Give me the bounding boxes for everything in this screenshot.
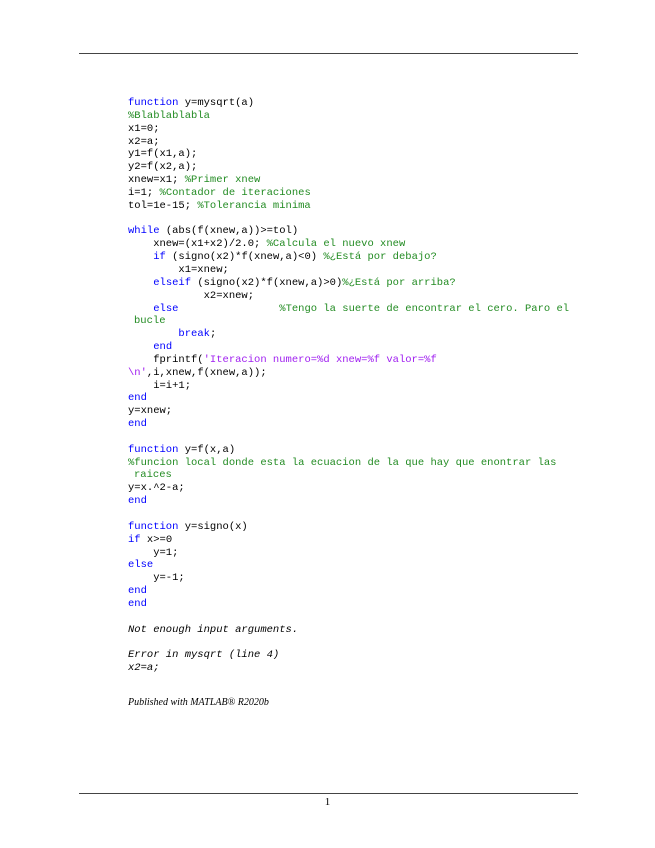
- code-comment: %Primer xnew: [184, 174, 261, 187]
- code-line: [128, 495, 588, 508]
- code-text: y1=f(x1,a);: [128, 148, 198, 161]
- code-text: x1=0;: [128, 122, 160, 135]
- code-text: (signo(x2)*f(xnew,a)<0): [165, 251, 324, 264]
- code-comment: bucle: [134, 315, 166, 328]
- code-line: [128, 662, 588, 675]
- code-line: [128, 392, 588, 405]
- code-text: i=i+1;: [128, 379, 192, 392]
- code-line: [128, 405, 588, 418]
- code-text: (abs(f(xnew,a))>=tol): [159, 225, 299, 238]
- code-text: [178, 303, 279, 315]
- code-keyword: else: [153, 302, 179, 315]
- code-line: [128, 508, 588, 521]
- code-keyword: end: [128, 495, 147, 508]
- code-keyword: elseif: [153, 276, 192, 289]
- code-keyword: end: [128, 392, 147, 405]
- code-line: [128, 225, 588, 238]
- error-message: x2=a;: [128, 662, 160, 675]
- code-keyword: if: [153, 251, 166, 264]
- code-string: 'Iteracion numero=%d xnew=%f valor=%f: [203, 353, 437, 366]
- code-line: [128, 328, 588, 341]
- code-line: [128, 303, 588, 316]
- page-number: 1: [324, 796, 331, 808]
- code-line: [128, 534, 588, 547]
- published-footer: Published with MATLAB® R2020b: [128, 697, 269, 708]
- code-text: tol=1e-15;: [128, 199, 198, 212]
- code-line: [128, 238, 588, 251]
- code-line: [128, 264, 588, 277]
- code-keyword: function: [128, 520, 179, 533]
- code-line: [128, 354, 588, 367]
- code-text: (signo(x2)*f(xnew,a)>0): [191, 276, 343, 289]
- code-keyword: break: [178, 328, 210, 341]
- code-keyword: end: [128, 585, 147, 598]
- code-line: [128, 636, 588, 649]
- code-text: y=-1;: [128, 572, 185, 585]
- code-text: [128, 303, 153, 315]
- code-comment: %¿Está por arriba?: [342, 276, 456, 289]
- code-text: [128, 341, 153, 353]
- code-text: xnew=x1;: [128, 174, 185, 187]
- code-line: [128, 624, 588, 637]
- code-line: [128, 649, 588, 662]
- code-comment: %Contador de iteraciones: [159, 186, 311, 199]
- header-rule: [79, 53, 578, 54]
- code-line: [128, 277, 588, 290]
- code-comment: %Blablablabla: [128, 109, 210, 122]
- footer-rule: [79, 793, 578, 794]
- code-text: i=1;: [128, 186, 160, 199]
- code-line: [128, 367, 588, 380]
- code-keyword: end: [128, 597, 147, 610]
- code-text: y=f(x,a): [178, 443, 236, 456]
- code-text: y=1;: [128, 546, 179, 559]
- code-line: [128, 251, 588, 264]
- code-line: [128, 380, 588, 393]
- code-line: [128, 161, 588, 174]
- code-text: y=signo(x): [178, 520, 248, 533]
- code-line: [128, 598, 588, 611]
- code-line: [128, 148, 588, 161]
- code-line: [128, 547, 588, 560]
- code-text: y=xnew;: [128, 405, 173, 418]
- code-text: xnew=(x1+x2)/2.0;: [128, 238, 267, 251]
- code-keyword: if: [128, 533, 141, 546]
- code-comment: raices: [134, 469, 172, 482]
- code-comment: %funcion local donde esta la ecuacion de la que hay que enontrar las: [128, 456, 557, 469]
- code-text: ;: [209, 328, 217, 341]
- code-line: [128, 97, 588, 110]
- code-keyword: function: [128, 443, 179, 456]
- code-text: y=x.^2-a;: [128, 482, 185, 495]
- error-message: Not enough input arguments.: [128, 623, 299, 636]
- code-line: [128, 290, 588, 303]
- code-line: [128, 123, 588, 136]
- code-line: [128, 200, 588, 213]
- code-line: [128, 213, 588, 226]
- code-text: x>=0: [140, 533, 173, 546]
- code-comment: %Tengo la suerte de encontrar el cero. Paro el: [279, 302, 570, 315]
- code-line: [128, 457, 588, 470]
- code-text: [128, 251, 153, 263]
- code-text: ,i,xnew,f(xnew,a));: [146, 366, 267, 379]
- code-line: [128, 418, 588, 431]
- code-keyword: end: [153, 341, 173, 354]
- code-text: fprintf(: [128, 353, 204, 366]
- code-keyword: while: [128, 225, 160, 238]
- code-line: [128, 444, 588, 457]
- code-text: x2=xnew;: [128, 289, 255, 302]
- code-text: y=mysqrt(a): [178, 97, 255, 109]
- code-block: [128, 97, 588, 675]
- code-line: [128, 572, 588, 585]
- code-comment: %Calcula el nuevo xnew: [266, 238, 406, 251]
- code-text: [128, 328, 178, 340]
- code-text: y2=f(x2,a);: [128, 161, 198, 174]
- code-line: [128, 469, 588, 482]
- code-text: [128, 277, 153, 289]
- error-message: Error in mysqrt (line 4): [128, 649, 280, 662]
- code-keyword: function: [128, 97, 179, 109]
- code-line: [128, 136, 588, 149]
- code-keyword: else: [128, 559, 154, 572]
- code-line: [128, 585, 588, 598]
- code-string: \n': [128, 366, 147, 379]
- code-line: [128, 110, 588, 123]
- code-comment: %Tolerancia minima: [197, 199, 311, 212]
- code-line: [128, 559, 588, 572]
- code-line: [128, 174, 588, 187]
- code-line: [128, 521, 588, 534]
- code-text: x1=xnew;: [128, 263, 229, 276]
- code-keyword: end: [128, 418, 147, 431]
- code-text: x2=a;: [128, 135, 160, 148]
- code-line: [128, 187, 588, 200]
- code-line: [128, 482, 588, 495]
- code-line: [128, 315, 588, 328]
- code-line: [128, 431, 588, 444]
- code-line: [128, 341, 588, 354]
- code-line: [128, 611, 588, 624]
- code-comment: %¿Está por debajo?: [323, 251, 437, 264]
